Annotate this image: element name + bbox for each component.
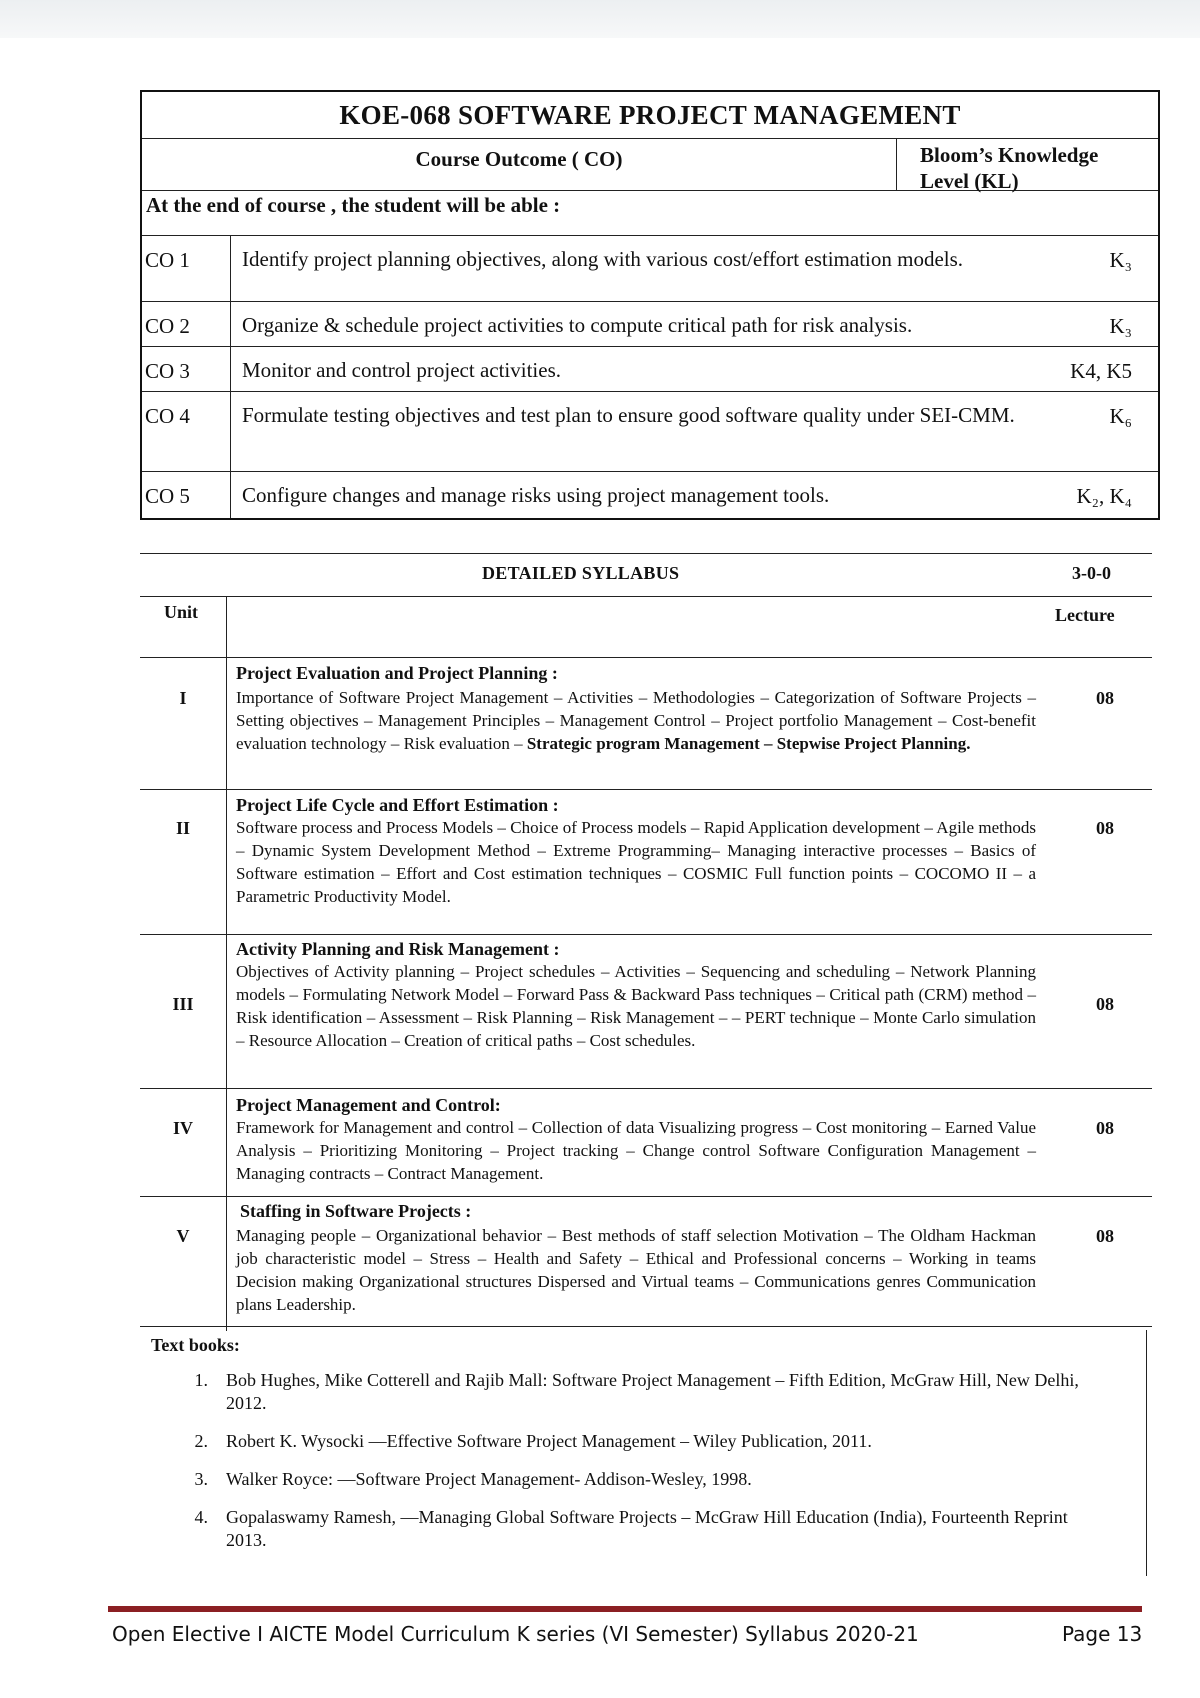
unit-lectures: 08 — [1096, 818, 1114, 838]
co-kl: K₂, K₄ — [1076, 484, 1132, 508]
unit-body: Objectives of Activity planning – Project schedules – Activities – Sequencing and scheduling – Network Planning models – Formulating Network Model – Forward Pass & Backward Pass techniques – Critical path (CRM) method – Risk identification – Assessment – Risk Planning – Risk Management – – PERT technique – Monte Carlo simulation – Resource Allocation – Creation of critical paths – Cost schedules. — [236, 962, 1036, 1050]
textbook-number: 3. — [194, 1469, 208, 1489]
divider — [140, 1196, 1152, 1197]
co-id: CO 2 — [145, 314, 190, 338]
unit-number: II — [175, 818, 190, 838]
bloom-column-header — [920, 142, 1098, 194]
textbooks-heading: Text books: — [151, 1335, 240, 1355]
unit-column-header: Unit — [164, 602, 199, 622]
bloom-header-line-1: Bloom’s Knowledge — [920, 143, 1099, 167]
divider — [140, 1326, 1152, 1327]
course-outcome-table — [140, 90, 1160, 520]
syllabus-ratio: 3-0-0 — [1072, 563, 1111, 583]
co-text: Identify project planning objectives, along with various cost/effort estimation models. — [242, 247, 964, 271]
unit-lectures: 08 — [1096, 994, 1114, 1014]
unit-number: I — [179, 688, 187, 708]
co-id: CO 3 — [145, 359, 190, 383]
divider — [140, 789, 1152, 790]
syllabus-top-rule — [140, 553, 1152, 554]
unit-heading: Staffing in Software Projects : — [240, 1201, 472, 1221]
co-kl: K₆ — [1109, 404, 1132, 428]
unit-body: Managing people – Organizational behavior – Best methods of staff selection Motivation – The Oldham Hackman job characteristic model – Stress – Health and Safety – Ethical and Professional concerns – Working in teams Decision making Organizational structures Dispersed and Virtual teams – Communications genres Communication plans Leadership. — [236, 1226, 1036, 1314]
textbooks-right-rule — [1146, 1330, 1147, 1576]
course-title: KOE-068 SOFTWARE PROJECT MANAGEMENT — [142, 92, 1158, 139]
co-id: CO 4 — [145, 404, 190, 428]
lecture-column-header: Lecture — [1055, 605, 1115, 625]
co-kl: K₃ — [1109, 248, 1132, 272]
divider — [140, 596, 1152, 597]
bloom-header-line-2: Level (KL) — [920, 169, 1019, 193]
unit-number: IV — [172, 1118, 193, 1138]
co-id: CO 5 — [145, 484, 190, 508]
unit-lectures: 08 — [1096, 1118, 1114, 1138]
textbook-text: Gopalaswamy Ramesh, —Managing Global Software Projects – McGraw Hill Education (India), Fourteenth Reprint 2013. — [226, 1507, 1068, 1550]
textbook-text: Walker Royce: —Software Project Management- Addison-Wesley, 1998. — [226, 1469, 752, 1489]
textbook-text: Robert K. Wysocki —Effective Software Project Management – Wiley Publication, 2011. — [226, 1431, 872, 1451]
co-text: Configure changes and manage risks using project management tools. — [242, 483, 830, 507]
co-row — [142, 302, 1158, 347]
textbook-number: 4. — [194, 1507, 208, 1527]
co-text: Monitor and control project activities. — [242, 358, 561, 382]
co-header-row — [142, 139, 1158, 191]
unit-heading: Project Management and Control: — [236, 1095, 501, 1115]
unit-body: Importance of Software Project Management – Activities – Methodologies – Categorization of Software Projects – Setting objectives – Management Principles – Management Control – Project portfolio Management – Cost-benefit evaluation technology – Risk evaluation – Strategic program Management – Stepwise Project Planning. — [236, 688, 1036, 753]
co-id: CO 1 — [145, 248, 190, 272]
co-row — [142, 472, 1158, 518]
co-row — [142, 236, 1158, 302]
divider — [140, 657, 1152, 658]
footer-caption: Open Elective I AICTE Model Curriculum K series (VI Semester) Syllabus 2020-21 — [112, 1622, 919, 1646]
co-column-header: Course Outcome ( CO) — [142, 139, 897, 190]
co-text: Formulate testing objectives and test plan to ensure good software quality under SEI-CMM. — [242, 403, 1015, 427]
page-number: Page 13 — [1062, 1622, 1143, 1646]
unit-body: Framework for Management and control – Collection of data Visualizing progress – Cost monitoring – Earned Value Analysis – Prioritizing Monitoring – Project tracking – Change control Software Configuration Management – Managing contracts – Contract Management. — [236, 1118, 1036, 1183]
co-row — [142, 392, 1158, 472]
unit-lectures: 08 — [1096, 688, 1114, 708]
unit-column-divider — [226, 596, 227, 1331]
viewer-top-shade — [0, 0, 1200, 38]
footer-rule — [108, 1606, 1142, 1612]
unit-number: III — [172, 994, 194, 1014]
unit-heading: Project Life Cycle and Effort Estimation : — [236, 795, 559, 815]
unit-lectures: 08 — [1096, 1226, 1114, 1246]
co-intro: At the end of course , the student will be able : — [142, 191, 1158, 236]
unit-body: Software process and Process Models – Choice of Process models – Rapid Application development – Agile methods – Dynamic System Development Method – Extreme Programming– Managing interactive processes – Basics of Software estimation – Effort and Cost estimation techniques – COSMIC Full function points – COCOMO II – a Parametric Productivity Model. — [236, 818, 1036, 906]
co-kl: K4, K5 — [1070, 359, 1132, 383]
co-kl: K₃ — [1109, 314, 1132, 338]
unit-heading: Activity Planning and Risk Management : — [236, 939, 560, 959]
unit-number: V — [176, 1226, 190, 1246]
unit-heading: Project Evaluation and Project Planning : — [236, 663, 558, 683]
textbook-text: Bob Hughes, Mike Cotterell and Rajib Mall: Software Project Management – Fifth Edition, McGraw Hill, New Delhi, 2012. — [226, 1370, 1079, 1413]
syllabus-title: DETAILED SYLLABUS — [482, 563, 680, 583]
textbook-number: 2. — [194, 1431, 208, 1451]
divider — [140, 934, 1152, 935]
co-row — [142, 347, 1158, 392]
co-text: Organize & schedule project activities to compute critical path for risk analysis. — [242, 313, 913, 337]
textbook-number: 1. — [194, 1370, 208, 1390]
divider — [140, 1088, 1152, 1089]
